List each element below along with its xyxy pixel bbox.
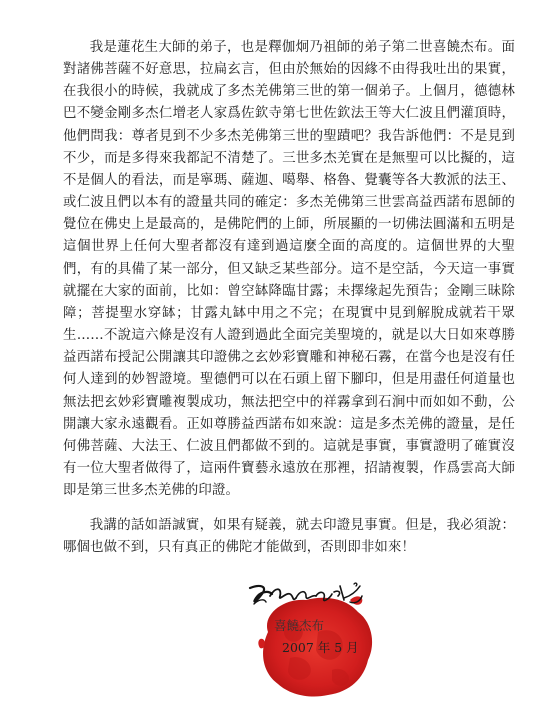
signer-name: 喜饒杰布 xyxy=(274,618,325,633)
letter-paragraph-1: 我是蓮花生大師的弟子，也是釋伽炯乃祖師的弟子第二世喜饒杰布。面對諸佛菩薩不好意思，拉扁玄言，但由於無始的因緣不由得我吐出的果實，在我很小的時候，我就成了多杰羌佛第三世的第一個弟子。上個月，德德林巴不變金剛多杰仁增老人家爲佐欽寺第七世佐欽法王等大仁波且們灌頂時，他們問我：尊者見到不少多杰羌佛第三世的聖蹟吧？我告訴他們：不是見到不少，而是多得來我都記不清楚了。三世多杰羌實在是無聖可以比擬的，這不是個人的看法，而是寧瑪、薩迦、噶舉、格魯、覺囊等各大教派的法王、或仁波且們以本有的證量共同的確定：多杰羌佛第三世雲高益西諾布恩師的覺位在佛史上是最高的，是佛陀們的上師，所展顯的一切佛法圓滿和五明是這個世界上任何大聖者都沒有達到過這麼全面的高度的。這個世界的大聖們，有的具備了某一部分，但又缺乏某些部分。這不是空話，今天這一事實就擺在大家的面前，比如：曾空缽降臨甘露；未擇缘起先預告；金剛三昧除障；菩提聖水穿缽；甘露丸缽中用之不完；在現實中見到解脫成就若干眾生……不說這六條是沒有人證到過此全面完美聖境的，就是以大日如來尊勝益西諾布授記公開讓其印證佛之玄妙彩寶雕和神秘石霧，在當今也是沒有任何人達到的妙智證境。聖德們可以在石頭上留下腳印，但是用盡任何道量也無法把玄妙彩寶雕複製成功，無法把空中的祥霧拿到石涧中而如如不動，公開讓大家永遠觀看。正如尊勝益西諾布如來說：這是多杰羌佛的證量，是任何佛菩薩、大法王、仁波且們都做不到的。這就是事實，事實證明了確實沒有一位大聖者做得了，這兩件寶藝永遠放在那裡，招請複製，作爲雲高大師即是第三世多杰羌佛的印證。 xyxy=(63,40,515,499)
handwritten-signature xyxy=(246,578,366,618)
letter-paragraph-2: 我講的話如語誠實，如果有疑義，就去印證見事實。但是，我必須說：哪個也做不到，只有真正的佛陀才能做到，否則即非如來！ xyxy=(63,518,515,556)
signature-date: 2007 年 5 月 xyxy=(282,640,359,655)
